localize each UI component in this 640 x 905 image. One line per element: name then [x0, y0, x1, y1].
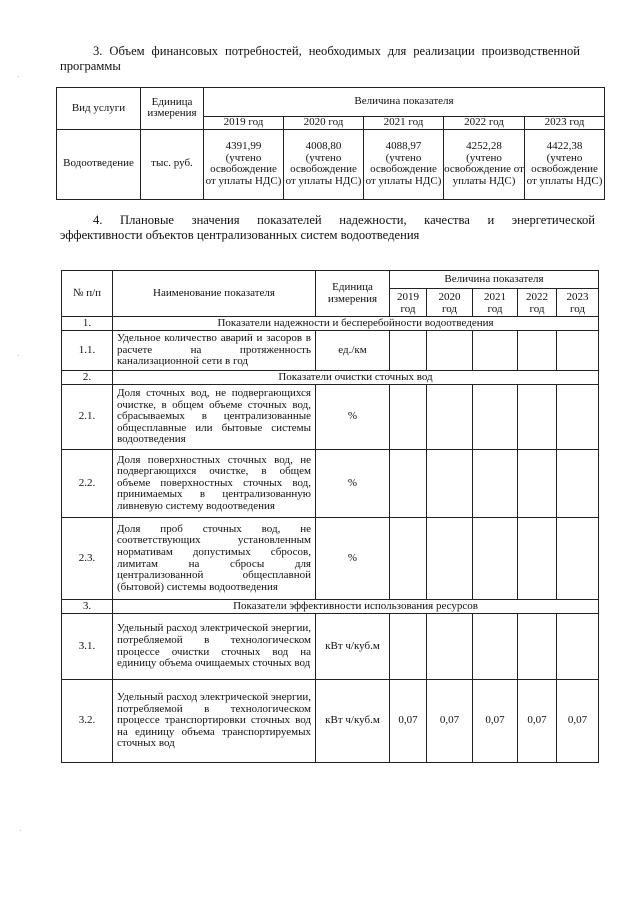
year-header: 2020 год: [284, 117, 364, 130]
section-num: 1.: [62, 317, 113, 331]
scan-speck: [18, 76, 19, 77]
year-header: 2021 год: [473, 289, 518, 317]
amount: 4008,80: [305, 139, 342, 152]
value-cell: [525, 129, 605, 199]
table-row: [62, 385, 599, 450]
section-num: 3.: [62, 600, 113, 614]
row-num: 3.2.: [62, 680, 113, 763]
amount: 4088,97: [385, 139, 422, 152]
section-3-line2: программы: [60, 59, 121, 73]
value-cell: [444, 129, 525, 199]
section-3-line1: 3. Объем финансовых потребностей, необходимых для реализации производственной: [93, 44, 580, 58]
year-header: 2022 год: [518, 289, 557, 317]
row-unit: кВт ч/куб.м: [316, 680, 390, 763]
value-cell: 0,07: [518, 680, 557, 763]
row-name: Удельное количество аварий и засоров в расчете на протяженность канализационной сети в год: [113, 331, 316, 371]
table-row: [62, 614, 599, 680]
row-name: Удельный расход электрической энергии, потребляемой в технологическом процессе очистки сточных вод на единицу объема очищаемых сточных вод: [113, 614, 316, 680]
year-header: 2020 год: [427, 289, 473, 317]
scan-speck: [18, 355, 19, 356]
vat-note: (учтено освобождение от уплаты НДС): [526, 151, 603, 187]
amount: 4391,99: [225, 139, 262, 152]
row-unit: ед./км: [316, 331, 390, 371]
section-row: [62, 317, 599, 331]
table-row: [62, 680, 599, 763]
year-header: 2019 год: [390, 289, 427, 317]
row-unit: %: [316, 385, 390, 450]
section-4-heading: [60, 213, 595, 243]
value-cell: 0,07: [473, 680, 518, 763]
row-unit: %: [316, 450, 390, 518]
table-row: [62, 331, 599, 371]
table-row: [62, 518, 599, 600]
financial-needs-table: [56, 87, 605, 200]
section-3-heading: [60, 44, 580, 74]
year-header: 2023 год: [525, 117, 605, 130]
row-name: Доля сточных вод, не подвергающихся очистке, в общем объеме сточных вод, сбрасываемых в централизованные общесплавные или бытовые системы водоотведения: [113, 385, 316, 450]
year-header: 2023 год: [557, 289, 599, 317]
row-num: 2.2.: [62, 450, 113, 518]
col-name-header: Наименование показателя: [113, 271, 316, 317]
section-4-line1: 4. Плановые значения показателей надежности, качества и энергетической: [93, 213, 595, 227]
row-unit: %: [316, 518, 390, 600]
value-cell: 0,07: [427, 680, 473, 763]
col-value-header: Величина показателя: [204, 88, 605, 117]
col-value-header: Величина показателя: [390, 271, 599, 289]
row-unit: кВт ч/куб.м: [316, 614, 390, 680]
vat-note: (учтено освобождение от уплаты НДС): [365, 151, 442, 187]
table-row: [62, 450, 599, 518]
scan-speck: [20, 830, 21, 831]
row-num: 3.1.: [62, 614, 113, 680]
value-cell: [204, 129, 284, 199]
year-header: 2021 год: [364, 117, 444, 130]
service-cell: Водоотведение: [57, 129, 141, 199]
amount: 4422,38: [546, 139, 583, 152]
section-row: [62, 600, 599, 614]
amount: 4252,28: [466, 139, 502, 152]
section-title: Показатели надежности и бесперебойности водоотведения: [113, 317, 599, 331]
row-num: 2.1.: [62, 385, 113, 450]
section-title: Показатели эффективности использования ресурсов: [113, 600, 599, 614]
vat-note: (учтено освобождение от уплаты НДС): [444, 151, 524, 187]
row-name: Доля проб сточных вод, не соответствующих установленным нормативам допустимых сбросов, лимитам на сбросы для централизованной общесплавной (бытовой) системы водоотведения: [113, 518, 316, 600]
year-header: 2019 год: [204, 117, 284, 130]
col-unit-header: Единица измерения: [141, 88, 204, 130]
col-num-header: № п/п: [62, 271, 113, 317]
col-unit-header: Единица измерения: [316, 271, 390, 317]
year-header: 2022 год: [444, 117, 525, 130]
value-cell: [364, 129, 444, 199]
section-title: Показатели очистки сточных вод: [113, 371, 599, 385]
section-row: [62, 371, 599, 385]
row-name: Удельный расход электрической энергии, потребляемой в технологическом процессе транспортировки сточных вод на единицу объема транспортируемых сточных вод: [113, 680, 316, 763]
unit-cell: тыс. руб.: [141, 129, 204, 199]
section-num: 2.: [62, 371, 113, 385]
indicators-table: [61, 270, 599, 763]
col-service-header: Вид услуги: [57, 88, 141, 130]
value-cell: 0,07: [557, 680, 599, 763]
row-num: 2.3.: [62, 518, 113, 600]
vat-note: (учтено освобождение от уплаты НДС): [285, 151, 362, 187]
row-name: Доля поверхностных сточных вод, не подвергающихся очистке, в общем объеме поверхностных сточных вод, принимаемых в централизованную ливневую систему водоотведения: [113, 450, 316, 518]
vat-note: (учтено освобождение от уплаты НДС): [205, 151, 282, 187]
value-cell: 0,07: [390, 680, 427, 763]
value-cell: [284, 129, 364, 199]
section-4-line2: эффективности объектов централизованных систем водоотведения: [60, 228, 420, 242]
row-num: 1.1.: [62, 331, 113, 371]
